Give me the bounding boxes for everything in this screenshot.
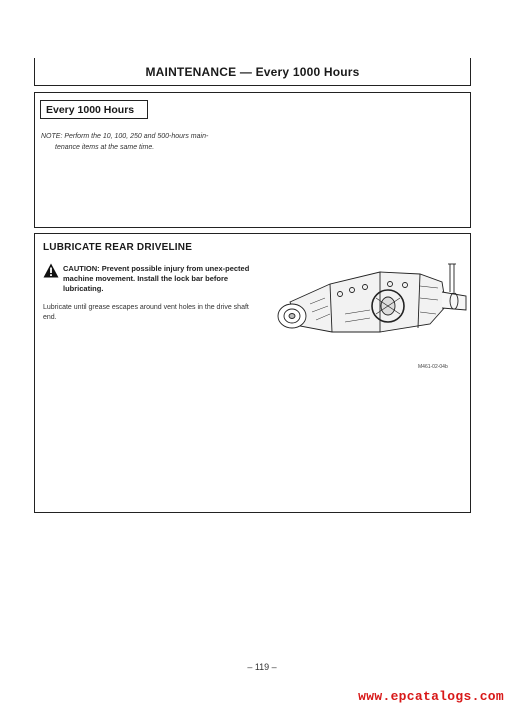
figure-code: M461-02-04b: [418, 364, 448, 370]
maintenance-note: [41, 131, 261, 153]
driveline-title: LUBRICATE REAR DRIVELINE: [43, 242, 193, 253]
page-header: [34, 58, 471, 86]
warning-triangle-icon: [43, 263, 59, 278]
page-number: – 119 –: [247, 662, 277, 672]
rear-driveline-illustration: [270, 254, 468, 354]
lubricate-instruction: Lubricate until grease escapes around vent holes in the drive shaft end.: [43, 304, 249, 321]
watermark-url[interactable]: www.epcatalogs.com: [358, 689, 504, 704]
note-line-1: NOTE: Perform the 10, 100, 250 and 500-hours main-: [41, 133, 209, 140]
note-line-2: tenance items at the same time.: [55, 144, 155, 151]
driveline-section: [34, 233, 471, 513]
caution-text: CAUTION: Prevent possible injury from unex-pected machine movement. Install the lock bar before lubricating.: [63, 264, 250, 293]
page-title: MAINTENANCE — Every 1000 Hours: [145, 65, 360, 79]
interval-section: [34, 92, 471, 228]
interval-label: Every 1000 Hours: [40, 100, 148, 119]
